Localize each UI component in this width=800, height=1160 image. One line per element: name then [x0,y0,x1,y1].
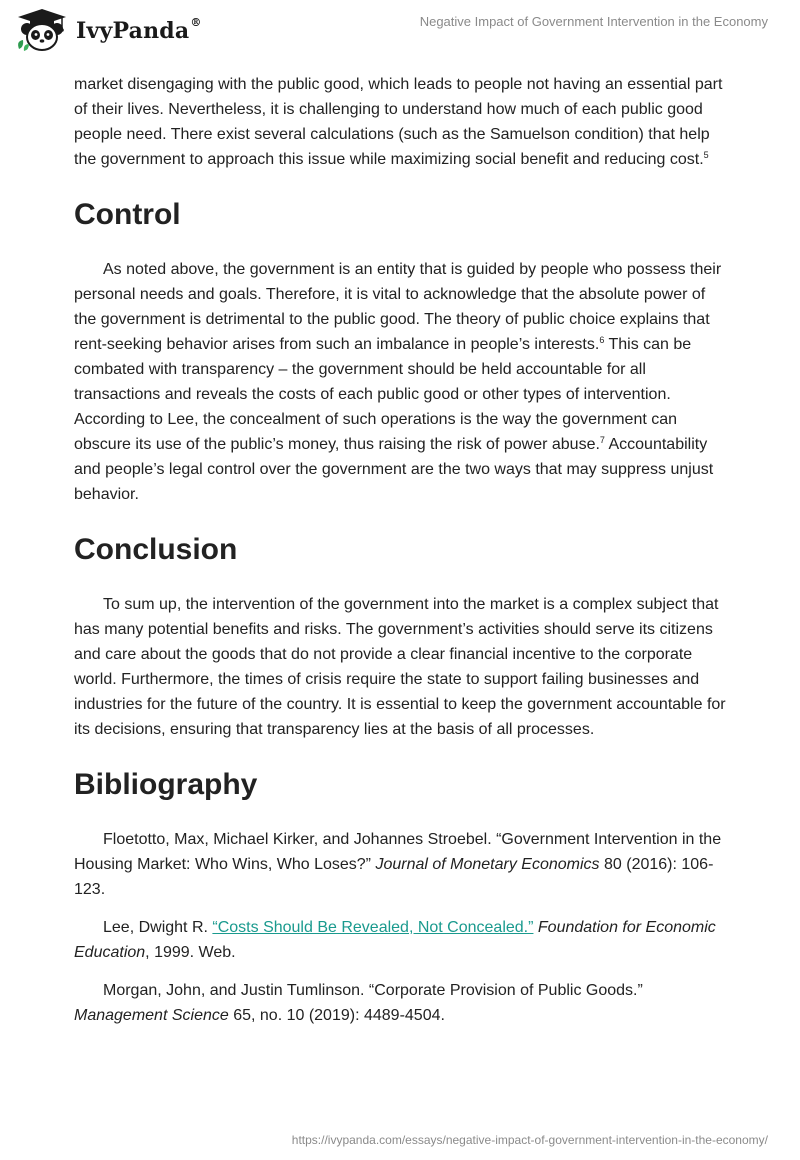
conclusion-paragraph: To sum up, the intervention of the government into the market is a complex subject that has many potential benefits and risks. The government’s activities should serve its citizens and care about the goods that do not provide a clear financial incentive to the corporate world. Furthermore, the times of crisis require the state to support failing businesses and industries for the future of the country. It is essential to keep the government accountable for its decisions, ensuring that transparency lies at the basis of all processes. [74,596,726,738]
control-paragraph: As noted above, the government is an entity that is guided by people who possess their personal needs and goals. Therefore, it is vital to acknowledge that the absolute power of the government is detrimental to the public good. The theory of public choice explains that rent-seeking behavior arises from such an imbalance in people’s interests.$^6$ This can be combated with transparency – the government should be held accountable for all transactions and reveals the costs of each public good or other types of intervention. According to Lee, the concealment of such operations is the way the government can obscure its use of the public’s money, thus raising the risk of power abuse.$^7$ Accountability and people’s legal control over the government are the two ways that may suppress unjust behavior. [74,261,722,503]
bibliography-entry: Lee, Dwight R. “Costs Should Be Revealed, Not Concealed.” Foundation for Economic Education, 1999. Web. [74,919,716,961]
footnote-marker[interactable]: 6 [599,335,605,345]
essay-body [74,72,730,1041]
intro-paragraph: market disengaging with the public good, which leads to people not having an essential part of their lives. Nevertheless, it is challenging to understand how much of each public good people need. There exist several calculations (such as the Samuelson condition) that help the government to approach this issue while maximizing social benefit and reducing cost.$^5$ [74,76,723,168]
source-link[interactable]: “Costs Should Be Revealed, Not Concealed.” [212,919,534,936]
conclusion-heading: Conclusion [74,533,238,566]
logo-wordmark: IvyPanda® [76,16,202,44]
page-header [0,0,800,62]
document-title: Negative Impact of Government Intervention in the Economy [419,14,768,29]
bibliography-heading: Bibliography [74,768,258,801]
ivypanda-logo[interactable] [14,7,202,53]
bibliography-entry: Morgan, John, and Justin Tumlinson. “Corporate Provision of Public Goods.” Management Science 65, no. 10 (2019): 4489-4504. [74,982,643,1024]
panda-graduate-icon [14,7,70,53]
footnote-marker[interactable]: 7 [599,435,605,445]
footer-url[interactable]: https://ivypanda.com/essays/negative-impact-of-government-intervention-in-the-economy/ [291,1133,768,1147]
control-heading: Control [74,198,181,231]
bibliography-entry: Floetotto, Max, Michael Kirker, and Johannes Stroebel. “Government Intervention in the Housing Market: Who Wins, Who Loses?” Journal of Monetary Economics 80 (2016): 106-123. [74,831,722,898]
footnote-marker[interactable]: 5 [703,150,709,160]
